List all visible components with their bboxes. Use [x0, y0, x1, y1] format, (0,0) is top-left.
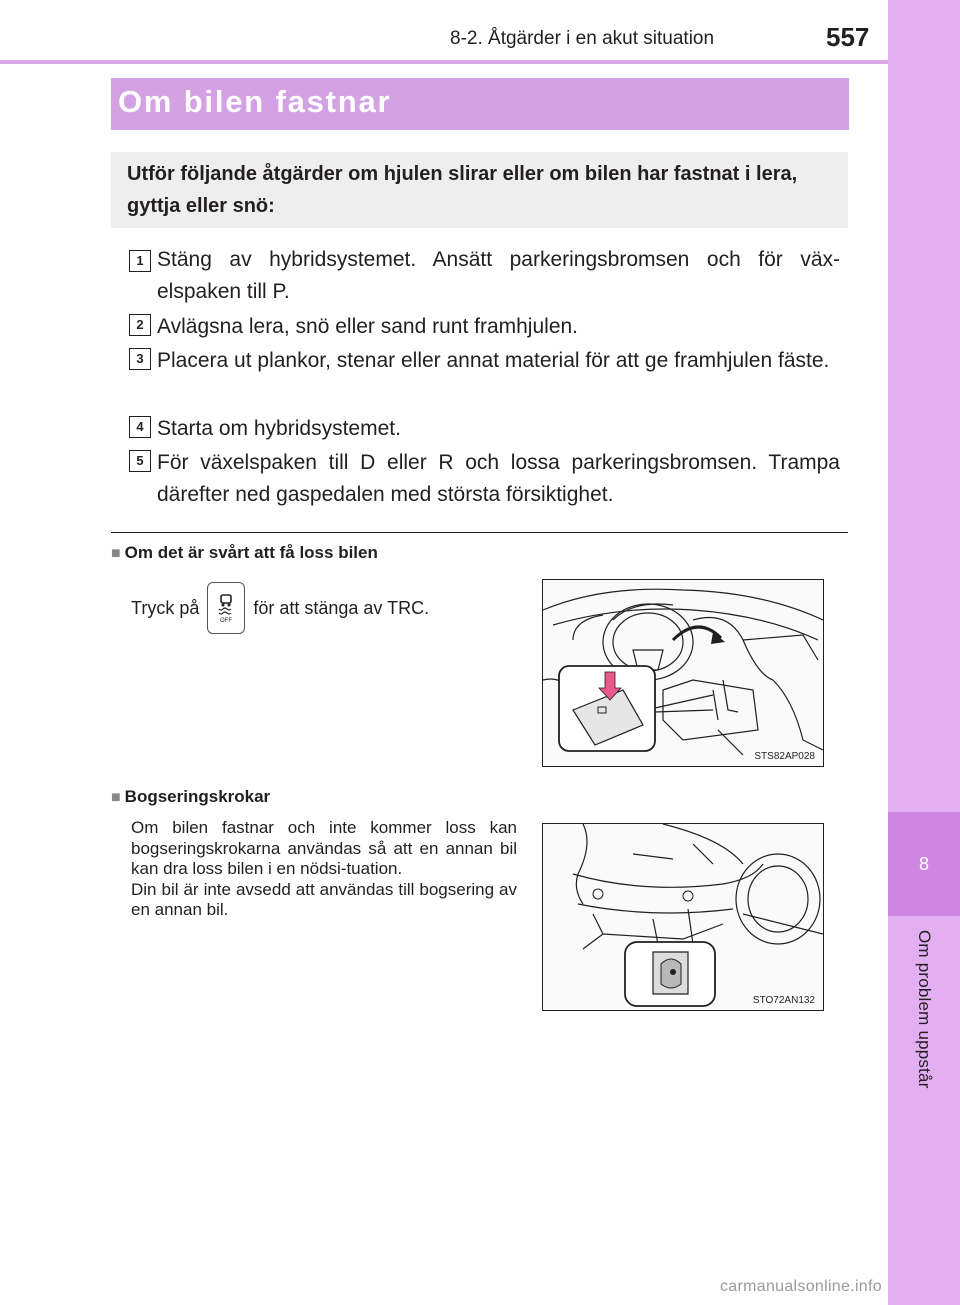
step-number-1: 1 [129, 250, 151, 272]
figure-code-tow: STO72AN132 [752, 995, 815, 1006]
towing-paragraph-2: Din bil är inte avsedd att användas till bogsering av en annan bil. [131, 879, 517, 919]
step-text-4: Starta om hybridsystemet. [157, 417, 401, 440]
step-number-3: 3 [129, 348, 151, 370]
figure-towing-hook [542, 823, 824, 1011]
trc-text-before: Tryck på [131, 597, 200, 618]
step-number-2: 2 [129, 314, 151, 336]
page-title: Om bilen fastnar [118, 84, 392, 119]
step-text-5: För växelspaken till D eller R och lossa parkeringsbromsen. Trampa därefter ned gaspedalen med största försiktighet. [157, 451, 840, 506]
page-number: 557 [826, 22, 870, 52]
subsection-heading-tow [111, 787, 270, 807]
dashboard-illustration [543, 580, 823, 766]
chapter-title: Om problem uppstår [915, 930, 934, 1089]
intro-text: Utför följande åtgärder om hjulen slirar eller om bilen har fastnat i lera, gyttja eller snö: [127, 163, 798, 217]
towing-hook-illustration [543, 824, 823, 1010]
towing-text [131, 818, 517, 921]
trc-off-button-icon [207, 582, 245, 634]
step-text-3: Placera ut plankor, stenar eller annat material för att ge framhjulen fäste. [157, 349, 830, 372]
subsection-heading-tow-text: Bogseringskrokar [124, 787, 271, 806]
trc-button-label: OFF [220, 618, 233, 624]
footer-watermark[interactable]: carmanualsonline.info [720, 1278, 882, 1295]
step-number-5: 5 [129, 450, 151, 472]
step-text-1: Stäng av hybridsystemet. Ansätt parkeringsbromsen och för väx-elspaken till P. [157, 248, 840, 303]
trc-text-after: för att stänga av TRC. [253, 597, 430, 618]
subsection-heading-trc-text: Om det är svårt att få loss bilen [124, 543, 378, 562]
chapter-title-vertical [888, 930, 960, 1130]
step-number-4: 4 [129, 416, 151, 438]
chapter-number: 8 [888, 812, 960, 916]
header-section-title: 8-2. Åtgärder i en akut situation [450, 28, 715, 49]
towing-paragraph-1: Om bilen fastnar och inte kommer loss kan bogseringskrokarna användas så att en annan bil kan dra loss bilen i en nödsi-tuation. [131, 818, 517, 878]
trc-off-icon [208, 583, 244, 633]
header-rule [0, 60, 888, 64]
square-bullet-icon: ■ [111, 789, 121, 806]
step-text-2: Avlägsna lera, snö eller sand runt framhjulen. [157, 315, 579, 338]
square-bullet-icon: ■ [111, 545, 121, 562]
section-divider [111, 532, 848, 533]
figure-dashboard-trc [542, 579, 824, 767]
subsection-heading-trc [111, 543, 378, 563]
figure-code-trc: STS82AP028 [754, 751, 815, 762]
trc-instruction [131, 582, 429, 634]
